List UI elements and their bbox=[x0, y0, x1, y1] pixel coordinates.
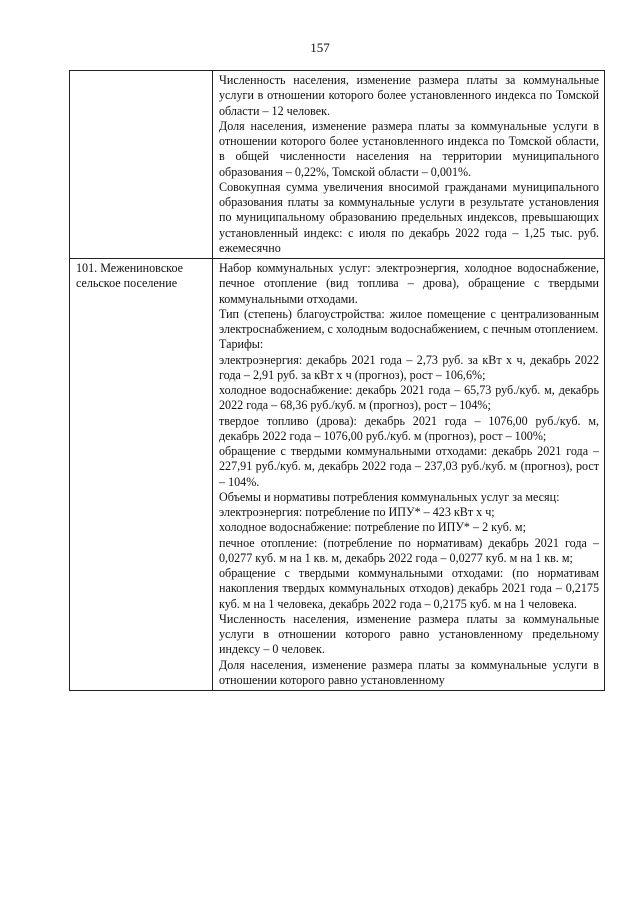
table-row bbox=[70, 71, 605, 259]
paragraph: Набор коммунальных услуг: электроэнергия, холодное водоснабжение, печное отопление (вид топлива – дрова), обращение с твердыми коммунальными отходами. bbox=[219, 261, 599, 306]
paragraph: Доля населения, изменение размера платы за коммунальные услуги в отношении которого равно установленному bbox=[219, 657, 599, 687]
row-description-cell bbox=[213, 259, 605, 691]
paragraph: печное отопление: (потребление по нормативам) декабрь 2021 года – 0,0277 куб. м на 1 кв. м, декабрь 2022 года – 0,0277 куб. м на 1 кв. м; bbox=[219, 535, 599, 565]
paragraph: обращение с твердыми коммунальными отходами: декабрь 2021 года – 227,91 руб./куб. м, декабрь 2022 года – 237,03 руб./куб. м (прогноз), рост – 104%. bbox=[219, 444, 599, 489]
paragraph: Численность населения, изменение размера платы за коммунальные услуги в отношении которого более установленного индекса по Томской области – 12 человек. bbox=[219, 73, 599, 118]
table-row bbox=[70, 259, 605, 691]
paragraph: электроэнергия: потребление по ИПУ* – 423 кВт х ч; bbox=[219, 505, 495, 519]
row-name-cell bbox=[70, 71, 213, 259]
paragraph: Численность населения, изменение размера платы за коммунальные услуги в отношении которого равно установленному предельному индексу – 0 человек. bbox=[219, 611, 599, 657]
document-table bbox=[69, 70, 605, 691]
page-number: 157 bbox=[310, 40, 330, 55]
paragraph: Совокупная сумма увеличения вносимой гражданами муниципального образования платы за коммунальные услуги в результате установления по муниципальному образованию предельных индексов, превышающих установленный индекс: с июля по декабрь 2022 года – 1,25 тыс. руб. ежемесячно bbox=[219, 179, 599, 255]
paragraph: холодное водоснабжение: потребление по ИПУ* – 2 куб. м; bbox=[219, 520, 526, 535]
paragraph: Доля населения, изменение размера платы за коммунальные услуги в отношении которого более установленного индекса по Томской области, в общей численности населения на территории муниципального образования – 0,22%, Томской области – 0,001%. bbox=[219, 118, 599, 179]
paragraph: электроэнергия: декабрь 2021 года – 2,73 руб. за кВт х ч, декабрь 2022 года – 2,91 руб. за кВт х ч (прогноз), рост – 106,6%; bbox=[219, 352, 599, 382]
row-description-cell bbox=[213, 71, 605, 259]
paragraph: твердое топливо (дрова): декабрь 2021 года – 1076,00 руб./куб. м, декабрь 2022 года – 1076,00 руб./куб. м (прогноз), рост – 100%; bbox=[219, 413, 599, 443]
paragraph: Тип (степень) благоустройства: жилое помещение с централизованным электроснабжением, с холодным водоснабжением, с печным отоплением. bbox=[219, 306, 599, 336]
paragraph: обращение с твердыми коммунальными отходами: (по нормативам накопления твердых коммунальных отходов) декабрь 2021 года – 0,2175 куб. м на 1 человека, декабрь 2022 года – 0,2175 куб. м на 1 человека. bbox=[219, 566, 599, 611]
paragraph: Тарифы: bbox=[219, 337, 264, 352]
row-name-cell: 101. Межениновское сельское поселение bbox=[70, 259, 213, 691]
paragraph: холодное водоснабжение: декабрь 2021 года – 65,73 руб./куб. м, декабрь 2022 года – 68,36 руб./куб. м (прогноз), рост – 104%; bbox=[219, 383, 599, 413]
paragraph: Объемы и нормативы потребления коммунальных услуг за месяц: bbox=[219, 489, 560, 504]
